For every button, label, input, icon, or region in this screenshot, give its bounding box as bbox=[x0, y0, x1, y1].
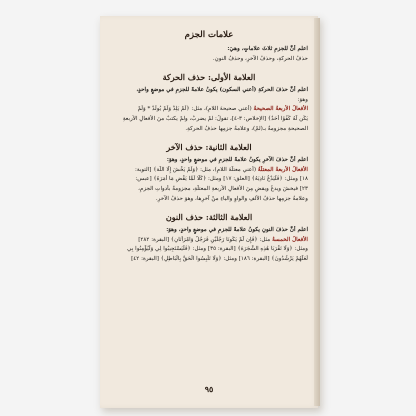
text-line: الأفعالُ الأربعةُ الصحيحةُ (أعني صحيحةَ اللامِ)، مثل: ﴿لَمْ يَلِدْ وَلَمْ يُولَدْ * وَلَمْ bbox=[137, 106, 308, 113]
text-line: الأفعالُ الخمسةُ مثل: ﴿فَإِن لَّمْ يَكُونَا رَجُلَيْنِ فَرَجُلٌ وَامْرَأَتَانِ﴾ [البقرة: ٢٨٢] bbox=[138, 236, 308, 243]
text-line: ١٨] ومثل: ﴿فَلْيَدْعُ نَادِيَهُ﴾ [العلق: ١٧] ومثل: ﴿كَلَّا لَمَّا يَقْضِ مَا أَمَرَهُ﴾ [عبس: bbox=[135, 176, 308, 183]
text-line: يَكُن لَّهُ كُفُوًا أَحَدٌ﴾ [الإخلاص: ٣-٤]، تقولُ: لمْ يضربْ، ولمْ يكتبْ منَ الأفعالِ الأربعةِ bbox=[122, 115, 308, 122]
text-line: اعلم أنَّ حذفَ النونِ يكونُ علامةً للجزمِ في موضعٍ واحدٍ، وهوَ: bbox=[166, 227, 308, 234]
section-heading-2: العلامة الثانية: حذف الآخر bbox=[166, 142, 252, 153]
text-line: وعلامةُ جزمِها حذفُ الألفِ والواوِ والياءِ منْ آخرِها، وهوَ حذفُ الآخرِ. bbox=[155, 195, 308, 202]
page-number: ٩٥ bbox=[204, 384, 214, 394]
intro-line: حذفُ الحركةِ، وحذفُ الآخرِ، وحذفُ النونِ. bbox=[212, 55, 308, 62]
section-heading-1: العلامة الأولى: حذف الحركة bbox=[162, 72, 256, 83]
page-content bbox=[110, 30, 308, 265]
text-line: وهوَ: bbox=[297, 96, 308, 103]
intro-line: اعلم أنَّ للجزمِ ثلاثَ علاماتٍ، وهيَ: bbox=[227, 46, 308, 52]
text-line: ومثل: ﴿وَلَا تَقْرَبَا هَٰذِهِ الشَّجَرَةَ﴾ [البقرة: ٣٥] ومثل: ﴿فَلْيَسْتَجِيبُوا لِي وَلْيُؤْمِنُوا بِي bbox=[127, 246, 308, 253]
page-title: علامات الجزم bbox=[184, 30, 234, 40]
text-line: الصحيحةِ مجزومةٌ بـ(لمْ)، وعلامةُ جزمِها حذفُ الحركةِ. bbox=[185, 125, 308, 132]
text-line: ٢٣] فيخشَ ويدعُ ويقضِ مِنَ الأفعالِ الأربعةِ المعتلَّةِ، مجزومةٌ بأدواتِ الجزمِ، bbox=[138, 185, 308, 192]
page-edge bbox=[314, 18, 320, 406]
text-line: الأفعالُ الأربعةُ المعتلَّةُ (أعني معتلَّةَ اللامِ)، مثل: ﴿وَلَمْ يَخْشَ إِلَّا اللَّهَ﴾ [التوبة: bbox=[134, 166, 308, 173]
text-line: اعلم أنَّ حذفَ الآخرِ يكونُ علامةً للجزمِ في موضعٍ واحدٍ، وهوَ: bbox=[166, 157, 308, 164]
text-line: لَعَلَّهُمْ يَرْشُدُونَ﴾ [البقرة: ١٨٦] ومثل: ﴿وَلَا تَلْبِسُوا الْحَقَّ بِالْبَاطِلِ﴾ [البقرة: ٤٢] bbox=[131, 255, 308, 262]
text-line: اعلم أنَّ حذفَ الحركةِ (أعني السكون) يكونُ علامةً للجزمِ في موضعٍ واحدٍ، bbox=[136, 87, 308, 94]
section-heading-3: العلامة الثالثة: حذف النون bbox=[165, 212, 253, 223]
book-page bbox=[100, 16, 318, 408]
